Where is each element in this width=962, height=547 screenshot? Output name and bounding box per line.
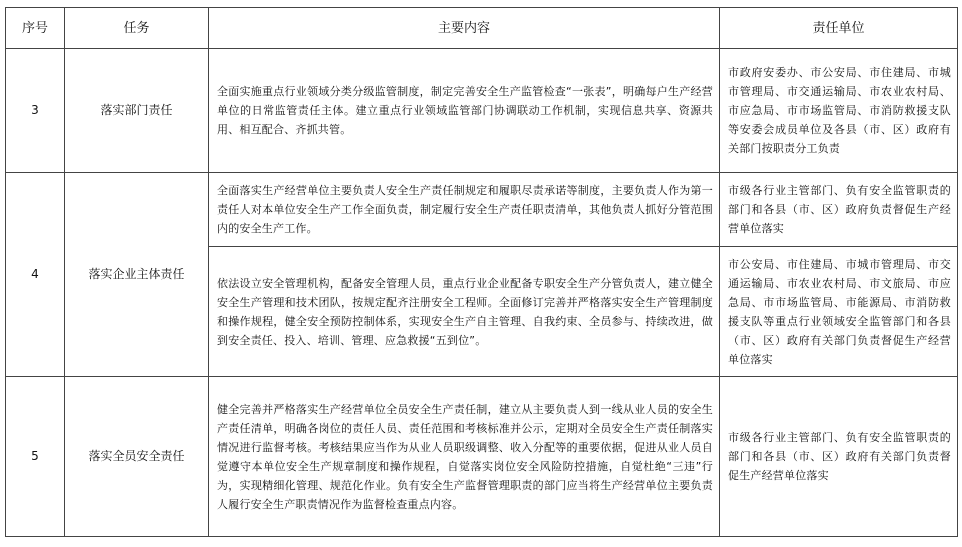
- row-unit: 市级各行业主管部门、负有安全监管职责的部门和各县（市、区）政府负责督促生产经营单位落实: [720, 173, 958, 247]
- row-unit: 市公安局、市住建局、市城市管理局、市交通运输局、市农业农村局、市文旅局、市应急局、市市场监管局、市能源局、市消防救援支队等重点行业领域安全监管部门和各县（市、区）政府有关部门负责督促生产经营单位落实: [720, 247, 958, 377]
- row-unit: 市政府安委办、市公安局、市住建局、市城市管理局、市交通运输局、市农业农村局、市应急局、市市场监管局、市消防救援支队等安委会成员单位及各县（市、区）政府有关部门按职责分工负责: [720, 49, 958, 173]
- row-task: 落实部门责任: [65, 49, 209, 173]
- row-number: 4: [6, 173, 65, 377]
- row-task: 落实全员安全责任: [65, 377, 209, 537]
- responsibility-table: [5, 7, 958, 537]
- header-content: 主要内容: [209, 8, 720, 49]
- table-row: [6, 173, 958, 247]
- table-row: [6, 377, 958, 537]
- header-no: 序号: [6, 8, 65, 49]
- row-number: 3: [6, 49, 65, 173]
- row-content: 依法设立安全管理机构，配备安全管理人员，重点行业企业配备专职安全生产分管负责人，建立健全安全生产管理和技术团队，按规定配齐注册安全工程师。全面修订完善并严格落实安全生产管理制度和操作规程，健全安全预防控制体系，实现安全生产自主管理、自我约束、全员参与、持续改进，做到安全责任、投入、培训、管理、应急救援“五到位”。: [209, 247, 720, 377]
- row-content: 全面落实生产经营单位主要负责人安全生产责任制规定和履职尽责承诺等制度，主要负责人作为第一责任人对本单位安全生产工作全面负责，制定履行安全生产责任职责清单，其他负责人抓好分管范围内的安全生产工作。: [209, 173, 720, 247]
- row-task: 落实企业主体责任: [65, 173, 209, 377]
- row-content: 全面实施重点行业领域分类分级监管制度，制定完善安全生产监管检查“一张表”，明确每户生产经营单位的日常监管责任主体。建立重点行业领域监管部门协调联动工作机制，实现信息共享、资源共用、相互配合、齐抓共管。: [209, 49, 720, 173]
- table-header-row: [6, 8, 958, 49]
- row-content: 健全完善并严格落实生产经营单位全员安全生产责任制，建立从主要负责人到一线从业人员的安全生产责任清单，明确各岗位的责任人员、责任范围和考核标准并公示，定期对全员安全生产责任制落实情况进行监督考核。考核结果应当作为从业人员职级调整、收入分配等的重要依据，促进从业人员自觉遵守本单位安全生产规章制度和操作规程，自觉落实岗位安全风险防控措施，自觉杜绝“三违”行为，实现精细化管理、规范化作业。负有安全生产监督管理职责的部门应当将生产经营单位主要负责人履行安全生产职责情况作为监督检查重点内容。: [209, 377, 720, 537]
- row-number: 5: [6, 377, 65, 537]
- header-unit: 责任单位: [720, 8, 958, 49]
- header-task: 任务: [65, 8, 209, 49]
- table-row: [6, 49, 958, 173]
- row-unit: 市级各行业主管部门、负有安全监管职责的部门和各县（市、区）政府有关部门负责督促生产经营单位落实: [720, 377, 958, 537]
